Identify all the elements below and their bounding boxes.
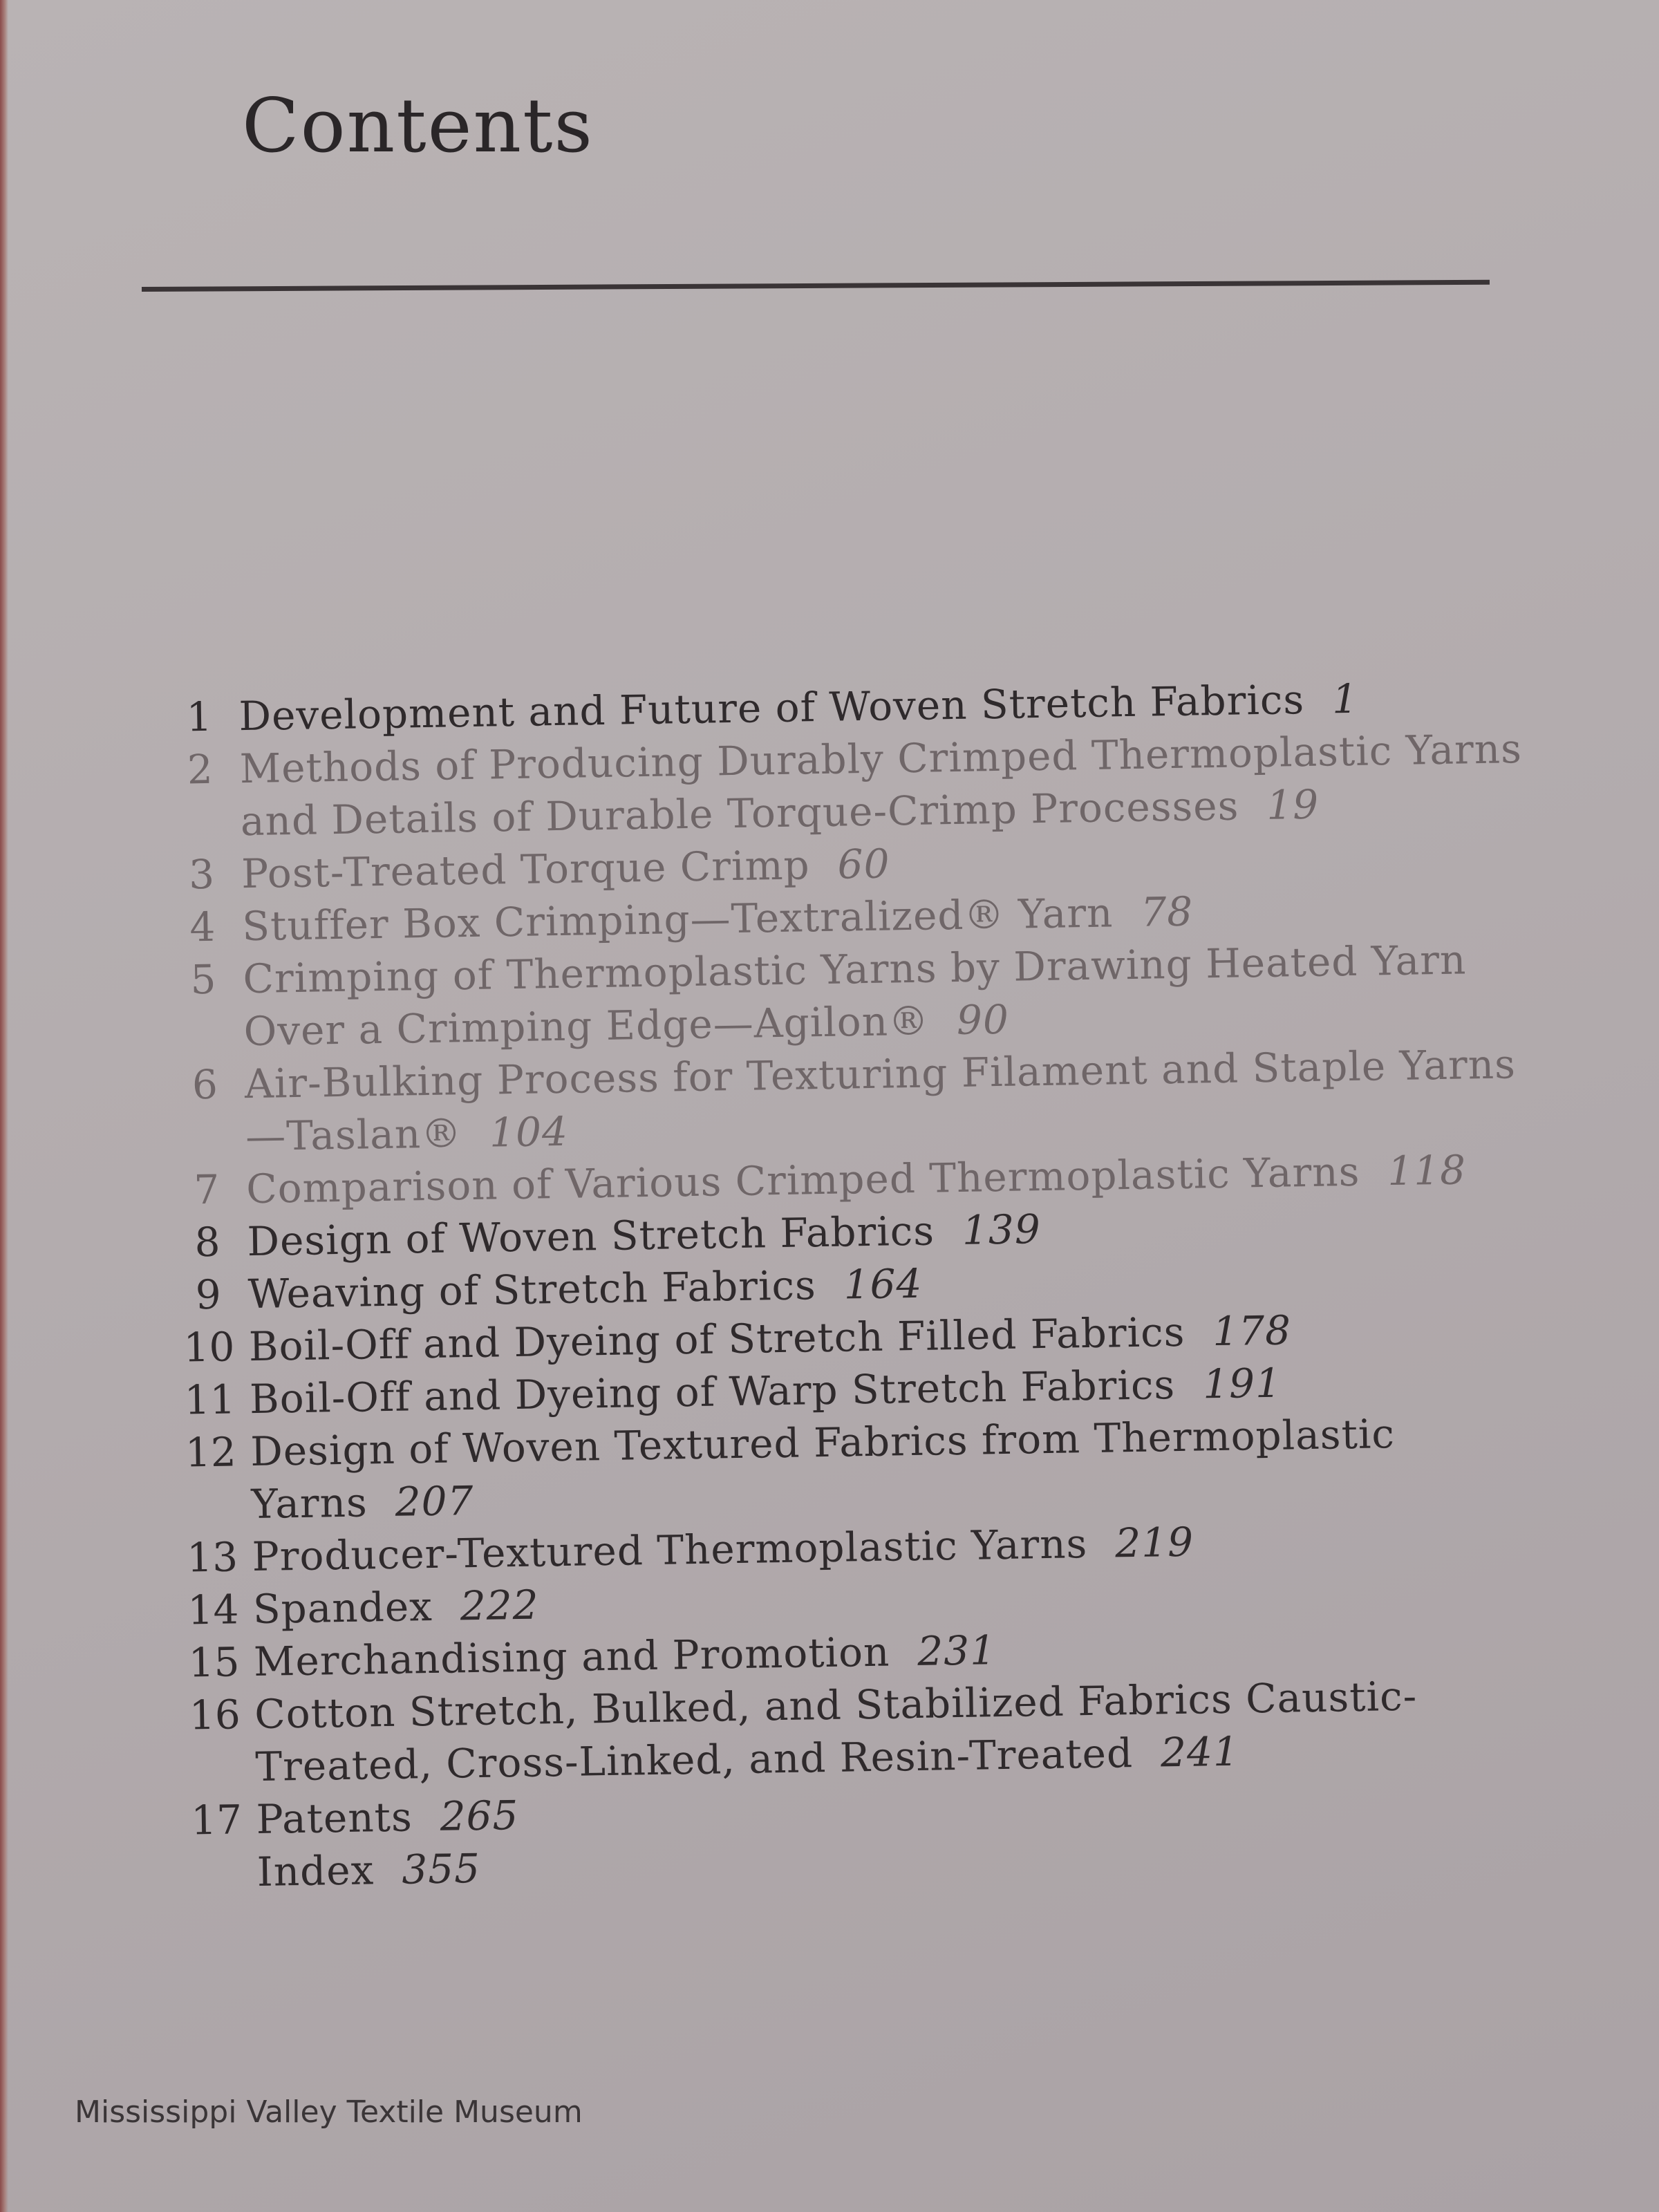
chapter-title: Stuffer Box Crimping—Textralized® Yarn: [241, 889, 1114, 950]
chapter-number: 2: [187, 745, 214, 794]
page-number: 60: [837, 840, 890, 888]
chapter-number: 12: [185, 1428, 237, 1477]
chapter-number: 5: [190, 955, 217, 1004]
chapter-title: Air-Bulking Process for Texturing Filament and Staple Yarns—Taslan®: [244, 1040, 1517, 1161]
page-number: 139: [962, 1206, 1042, 1254]
chapter-title: Patents: [256, 1793, 413, 1843]
chapter-number: 14: [187, 1586, 239, 1634]
title-divider: [142, 280, 1490, 292]
chapter-number: 11: [184, 1376, 236, 1424]
page-number: 178: [1212, 1306, 1292, 1356]
chapter-title: Design of Woven Stretch Fabrics: [246, 1207, 935, 1266]
page-number: 219: [1114, 1518, 1194, 1567]
chapter-title: Crimping of Thermoplastic Yarns by Drawing Heated Yarn Over a Crimping Edge—Agilon®: [243, 936, 1467, 1056]
chapter-number: 3: [188, 850, 215, 899]
chapter-title: Methods of Producing Durably Crimped Thermoplastic Yarns and Details of Durable Torque-Crimp Processes: [239, 725, 1523, 845]
page-spine-edge: [0, 0, 8, 2212]
page-number: 1: [1331, 675, 1359, 723]
table-of-contents: [159, 670, 1560, 1900]
chapter-title: Producer-Textured Thermoplastic Yarns: [252, 1520, 1088, 1581]
chapter-number: 15: [188, 1638, 241, 1687]
chapter-title: Spandex: [252, 1582, 433, 1633]
chapter-title: Index: [256, 1846, 375, 1895]
page-number: 241: [1160, 1727, 1240, 1777]
chapter-number: 17: [190, 1796, 243, 1844]
page-number: 104: [489, 1107, 569, 1156]
page-title: Contents: [242, 83, 594, 169]
chapter-title: Weaving of Stretch Fabrics: [247, 1262, 817, 1318]
page-number: 78: [1140, 888, 1194, 936]
chapter-number: 8: [194, 1218, 221, 1266]
page-number: 164: [843, 1259, 923, 1309]
chapter-title: Cotton Stretch, Bulked, and Stabilized Fabrics Caustic-Treated, Cross-Linked, and Resin-Treated: [254, 1672, 1418, 1790]
page-number: 222: [460, 1581, 540, 1630]
chapter-title: Comparison of Various Crimped Thermoplastic Yarns: [245, 1147, 1360, 1213]
chapter-number: 1: [186, 693, 213, 741]
museum-watermark: Mississippi Valley Textile Museum: [75, 2094, 583, 2130]
chapter-number: 9: [195, 1271, 222, 1319]
chapter-title: Merchandising and Promotion: [253, 1628, 890, 1686]
chapter-number: 10: [182, 1323, 235, 1371]
page-number: 90: [956, 995, 1010, 1044]
chapter-title: Design of Woven Textured Fabrics from Thermoplastic Yarns: [250, 1410, 1396, 1528]
page-number: 231: [917, 1627, 997, 1675]
chapter-title: Post-Treated Torque Crimp: [241, 841, 811, 898]
chapter-number: 4: [189, 903, 216, 951]
page-number: 19: [1266, 780, 1320, 829]
chapter-number: 13: [186, 1533, 238, 1582]
page-number: 265: [440, 1792, 519, 1840]
page-number: 118: [1387, 1146, 1467, 1195]
chapter-number: 16: [189, 1691, 241, 1739]
chapter-number: 6: [191, 1060, 218, 1109]
page-number: 207: [395, 1477, 474, 1526]
chapter-title: Boil-Off and Dyeing of Stretch Filled Fabrics: [248, 1308, 1185, 1371]
page-number: 355: [401, 1844, 481, 1893]
chapter-number: 7: [193, 1165, 220, 1214]
page-number: 191: [1202, 1359, 1282, 1408]
chapter-title: Development and Future of Woven Stretch Fabrics: [238, 675, 1305, 740]
chapter-title: Boil-Off and Dyeing of Warp Stretch Fabrics: [249, 1361, 1176, 1423]
